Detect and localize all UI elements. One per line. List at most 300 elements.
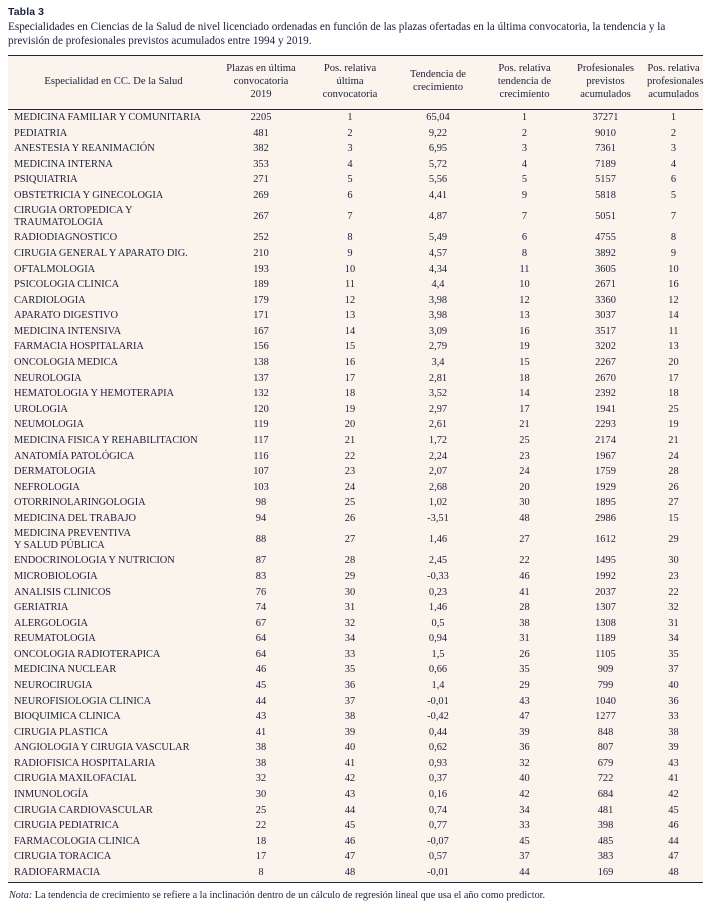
- cell-pos-profesionales: 24: [668, 450, 679, 462]
- column-header-especialidad: [8, 56, 216, 110]
- cell-specialty-name: CIRUGIA PLASTICA: [14, 726, 109, 738]
- table-row: [8, 787, 703, 803]
- cell-tendencia: 0,62: [428, 742, 448, 754]
- cell-profesionales: 485: [597, 835, 614, 847]
- cell-specialty-name: ANGIOLOGIA Y CIRUGIA VASCULAR: [14, 742, 190, 754]
- cell-pos-plazas: 43: [344, 789, 356, 801]
- cell-pos-tendencia: 20: [519, 481, 530, 493]
- cell-profesionales: 684: [597, 789, 614, 801]
- cell-tendencia: -0,42: [427, 711, 449, 723]
- cell-pos-plazas: 5: [347, 174, 353, 186]
- cell-pos-profesionales: 47: [668, 851, 679, 863]
- cell-pos-plazas: 23: [344, 466, 356, 478]
- cell-pos-plazas: 16: [344, 357, 356, 369]
- cell-pos-tendencia: 5: [521, 174, 528, 186]
- cell-plazas: 119: [253, 419, 269, 431]
- table-row: [8, 865, 703, 883]
- cell-specialty-name: CIRUGIA GENERAL Y APARATO DIG.: [14, 247, 188, 259]
- cell-profesionales: 1941: [595, 403, 616, 415]
- table-row: [8, 126, 703, 142]
- cell-profesionales: 7189: [595, 158, 616, 170]
- cell-pos-profesionales: 9: [670, 247, 677, 259]
- cell-tendencia: 2,79: [428, 341, 448, 353]
- cell-pos-tendencia: 15: [519, 357, 530, 369]
- cell-pos-profesionales: 42: [668, 789, 679, 801]
- table-row: [8, 340, 703, 356]
- cell-pos-plazas: 34: [344, 633, 356, 645]
- cell-tendencia: 4,87: [428, 211, 448, 223]
- cell-profesionales: 1992: [595, 570, 616, 582]
- cell-specialty-name: [8, 204, 216, 231]
- cell-profesionales: 722: [597, 773, 614, 785]
- cell-plazas: 179: [253, 294, 269, 306]
- column-header-line: acumulados: [648, 88, 699, 100]
- cell-pos-tendencia: 30: [519, 497, 530, 509]
- cell-pos-profesionales: 40: [668, 679, 679, 691]
- cell-pos-plazas: 28: [344, 555, 356, 567]
- cell-specialty-name: NEUMOLOGIA: [14, 419, 84, 431]
- table-row: [8, 278, 703, 294]
- cell-pos-plazas: 12: [344, 294, 356, 306]
- cell-pos-plazas: 42: [344, 773, 356, 785]
- cell-profesionales: 1105: [595, 648, 616, 660]
- cell-profesionales: 1895: [595, 497, 616, 509]
- cell-pos-plazas: 44: [344, 804, 356, 816]
- cell-specialty-name: FARMACOLOGIA CLINICA: [14, 835, 141, 847]
- cell-pos-profesionales: 27: [668, 497, 679, 509]
- cell-profesionales: 1612: [595, 534, 616, 546]
- table-row: [8, 772, 703, 788]
- cell-plazas: 22: [255, 820, 267, 832]
- table-row: [8, 585, 703, 601]
- cell-pos-plazas: 11: [344, 279, 355, 291]
- cell-specialty-name: INMUNOLOGÍA: [14, 789, 89, 801]
- cell-tendencia: 1,5: [431, 648, 445, 660]
- cell-pos-tendencia: 41: [519, 586, 530, 598]
- table-row: [8, 819, 703, 835]
- cell-pos-plazas: 32: [344, 617, 356, 629]
- cell-pos-plazas: 8: [347, 232, 353, 244]
- column-header-line: previstos acumulados: [580, 75, 631, 100]
- cell-specialty-name: RADIOFARMACIA: [8, 865, 216, 883]
- table-caption: [8, 6, 703, 49]
- cell-tendencia: 0,57: [428, 851, 448, 863]
- cell-specialty-line: Y SALUD PÚBLICA: [14, 540, 105, 552]
- cell-tendencia: 2,68: [428, 481, 448, 493]
- column-header-line: convocatoria: [322, 88, 378, 100]
- cell-pos-profesionales: 6: [670, 174, 677, 186]
- cell-profesionales: 2392: [595, 388, 616, 400]
- cell-tendencia: 9,22: [428, 127, 448, 139]
- cell-specialty-name: PSICOLOGIA CLINICA: [14, 279, 120, 291]
- table-caption-text: Especialidades en Ciencias de la Salud de nivel licenciado ordenadas en función de las plazas ofertadas en la última convocatoria, la tendencia y la previsión de profesionales previstos acumulados entre 1994 y 2019.: [8, 21, 666, 48]
- cell-pos-plazas: 26: [344, 512, 356, 524]
- cell-plazas: 46: [255, 664, 267, 676]
- cell-tendencia: 4,4: [431, 279, 445, 291]
- cell-profesionales: 848: [597, 726, 614, 738]
- cell-pos-profesionales: 3: [670, 143, 677, 155]
- cell-pos-profesionales: 17: [668, 372, 679, 384]
- cell-pos-plazas: 37: [344, 695, 356, 707]
- cell-profesionales: 169: [567, 865, 644, 883]
- cell-profesionales: 3037: [595, 310, 616, 322]
- cell-specialty-name: MEDICINA INTENSIVA: [14, 325, 122, 337]
- cell-pos-plazas: 6: [347, 189, 353, 201]
- cell-tendencia: 65,04: [426, 111, 450, 123]
- cell-profesionales: 679: [597, 757, 614, 769]
- cell-pos-tendencia: 10: [519, 279, 530, 291]
- cell-specialty-name: HEMATOLOGIA Y HEMOTERAPIA: [14, 388, 174, 400]
- cell-specialty-name: OBSTETRICIA Y GINECOLOGIA: [14, 189, 164, 201]
- cell-profesionales: 481: [597, 804, 614, 816]
- table-row: [8, 554, 703, 570]
- cell-pos-plazas: 17: [344, 372, 356, 384]
- cell-pos-plazas: 35: [344, 664, 356, 676]
- column-header-line: Pos. relativa: [323, 62, 377, 74]
- cell-specialty-name: ONCOLOGIA RADIOTERAPICA: [14, 648, 161, 660]
- cell-specialty-name: RADIODIAGNOSTICO: [14, 232, 118, 244]
- table-row: [8, 663, 703, 679]
- table-row: [8, 309, 703, 325]
- cell-pos-profesionales: 31: [668, 617, 679, 629]
- cell-pos-tendencia: 39: [519, 726, 530, 738]
- cell-specialty-name: OFTALMOLOGIA: [14, 263, 96, 275]
- cell-profesionales: 9010: [595, 127, 616, 139]
- cell-profesionales: 1040: [595, 695, 616, 707]
- cell-pos-plazas: 40: [344, 742, 356, 754]
- cell-plazas: 44: [255, 695, 267, 707]
- cell-pos-profesionales: 1: [670, 111, 677, 123]
- cell-pos-tendencia: 44: [482, 865, 567, 883]
- cell-tendencia: 2,97: [428, 403, 448, 415]
- cell-plazas: 189: [253, 279, 269, 291]
- cell-specialty-name: BIOQUIMICA CLINICA: [14, 711, 121, 723]
- cell-pos-plazas: 21: [344, 434, 356, 446]
- cell-plazas: 120: [253, 403, 269, 415]
- cell-profesionales: 2986: [595, 512, 616, 524]
- cell-profesionales: 3605: [595, 263, 616, 275]
- column-header-plazas: [216, 56, 306, 110]
- cell-tendencia: 3,52: [428, 388, 448, 400]
- cell-pos-tendencia: 47: [519, 711, 530, 723]
- table-row: [8, 293, 703, 309]
- cell-pos-plazas: 24: [344, 481, 356, 493]
- cell-tendencia: 1,02: [428, 497, 448, 509]
- cell-plazas: 252: [253, 232, 269, 244]
- cell-pos-tendencia: 21: [519, 419, 530, 431]
- cell-specialty-line: MEDICINA PREVENTIVA: [14, 527, 131, 539]
- cell-pos-profesionales: 12: [668, 294, 679, 306]
- cell-plazas: 171: [253, 310, 269, 322]
- cell-profesionales: 1307: [595, 602, 616, 614]
- cell-tendencia: 3,4: [431, 357, 445, 369]
- cell-pos-tendencia: 1: [521, 111, 528, 123]
- cell-plazas: 271: [253, 174, 269, 186]
- cell-specialty-name: GERIATRIA: [14, 602, 69, 614]
- cell-plazas: 137: [253, 372, 269, 384]
- cell-pos-tendencia: 18: [519, 372, 530, 384]
- cell-pos-profesionales: 32: [668, 602, 679, 614]
- cell-tendencia: 0,66: [428, 664, 448, 676]
- cell-plazas: 269: [253, 189, 269, 201]
- cell-plazas: 64: [255, 633, 267, 645]
- cell-pos-profesionales: 26: [668, 481, 679, 493]
- column-header-pos-plazas: [306, 56, 394, 110]
- cell-specialty-name: MEDICINA DEL TRABAJO: [14, 512, 136, 524]
- cell-plazas: 18: [255, 835, 267, 847]
- table-body: [8, 110, 703, 883]
- cell-profesionales: 1189: [595, 633, 616, 645]
- cell-plazas: 193: [253, 263, 269, 275]
- cell-pos-profesionales: 5: [670, 189, 677, 201]
- cell-profesionales: 383: [597, 851, 614, 863]
- cell-plazas: 38: [255, 742, 267, 754]
- cell-profesionales: 2267: [595, 357, 616, 369]
- cell-specialty-name: CIRUGIA PEDIATRICA: [14, 820, 120, 832]
- cell-pos-plazas: 22: [344, 450, 356, 462]
- cell-plazas: 74: [255, 602, 267, 614]
- cell-pos-profesionales: 37: [668, 664, 679, 676]
- cell-plazas: 210: [253, 247, 269, 259]
- cell-profesionales: 3892: [595, 247, 616, 259]
- cell-plazas: 116: [253, 450, 269, 462]
- cell-plazas: 30: [255, 789, 267, 801]
- cell-tendencia: -0,33: [427, 570, 449, 582]
- cell-tendencia: 0,16: [428, 789, 448, 801]
- cell-pos-tendencia: 43: [519, 695, 530, 707]
- cell-pos-plazas: 18: [344, 388, 356, 400]
- table-row: [8, 157, 703, 173]
- table-row: [8, 601, 703, 617]
- table-row: [8, 694, 703, 710]
- cell-plazas: 132: [253, 388, 269, 400]
- cell-pos-plazas: 48: [306, 865, 394, 883]
- cell-plazas: 32: [255, 773, 267, 785]
- cell-pos-tendencia: 36: [519, 742, 530, 754]
- cell-pos-tendencia: 31: [519, 633, 530, 645]
- cell-pos-tendencia: 25: [519, 434, 530, 446]
- cell-pos-profesionales: 35: [668, 648, 679, 660]
- cell-tendencia: 0,94: [428, 633, 448, 645]
- cell-tendencia: 2,24: [428, 450, 448, 462]
- cell-pos-tendencia: 2: [521, 127, 528, 139]
- cell-specialty-name: ALERGOLOGIA: [14, 617, 88, 629]
- cell-pos-plazas: 20: [344, 419, 356, 431]
- cell-plazas: 156: [253, 341, 269, 353]
- cell-pos-profesionales: 23: [668, 570, 679, 582]
- cell-profesionales: 909: [597, 664, 614, 676]
- cell-pos-plazas: 2: [347, 127, 353, 139]
- note-text: La tendencia de crecimiento se refiere a la inclinación dentro de un cálculo de regresión lineal que usa el año como predictor.: [34, 890, 546, 902]
- cell-pos-plazas: 41: [344, 757, 356, 769]
- table-row: [8, 173, 703, 189]
- table-row: [8, 142, 703, 158]
- cell-tendencia: 1,4: [431, 679, 445, 691]
- cell-tendencia: 5,56: [428, 174, 448, 186]
- cell-profesionales: 2671: [595, 279, 616, 291]
- column-header-line: última: [336, 75, 364, 87]
- cell-pos-plazas: 15: [344, 341, 356, 353]
- table-row: [8, 387, 703, 403]
- cell-pos-profesionales: 38: [668, 726, 679, 738]
- table-row: [8, 324, 703, 340]
- table-row: [8, 834, 703, 850]
- cell-tendencia: -3,51: [427, 512, 449, 524]
- cell-pos-plazas: 31: [344, 602, 356, 614]
- cell-profesionales: 7361: [595, 143, 616, 155]
- cell-specialty-name: ANATOMÍA PATOLÓGICA: [14, 450, 135, 462]
- cell-tendencia: 1,46: [428, 602, 448, 614]
- cell-pos-profesionales: 34: [668, 633, 679, 645]
- cell-plazas: 87: [255, 555, 267, 567]
- column-header-line: crecimiento: [499, 88, 550, 100]
- cell-pos-tendencia: 29: [519, 679, 530, 691]
- cell-profesionales: 1929: [595, 481, 616, 493]
- cell-pos-profesionales: 44: [668, 835, 679, 847]
- cell-plazas: 94: [255, 512, 267, 524]
- column-header-profesionales: [567, 56, 644, 110]
- cell-pos-profesionales: 30: [668, 555, 679, 567]
- cell-tendencia: 0,44: [428, 726, 448, 738]
- cell-pos-plazas: 30: [344, 586, 356, 598]
- cell-plazas: 45: [255, 679, 267, 691]
- cell-tendencia: 0,93: [428, 757, 448, 769]
- cell-specialty-name: PSIQUIATRIA: [14, 174, 78, 186]
- cell-pos-tendencia: 6: [521, 232, 528, 244]
- cell-tendencia: 3,98: [428, 294, 448, 306]
- column-header-pos-profesionales: [644, 56, 703, 110]
- cell-tendencia: -0,07: [427, 835, 449, 847]
- cell-plazas: 107: [253, 466, 269, 478]
- cell-tendencia: 2,45: [428, 555, 448, 567]
- cell-profesionales: 4755: [595, 232, 616, 244]
- cell-pos-tendencia: 37: [519, 851, 530, 863]
- table-row: [8, 850, 703, 866]
- cell-pos-tendencia: 19: [519, 341, 530, 353]
- cell-specialty-name: NEFROLOGIA: [14, 481, 80, 493]
- cell-pos-tendencia: 4: [521, 158, 528, 170]
- cell-pos-plazas: 47: [344, 851, 356, 863]
- cell-specialty-name: OTORRINOLARINGOLOGIA: [14, 497, 146, 509]
- note-prefix: Nota:: [9, 890, 33, 902]
- cell-plazas: 67: [255, 617, 267, 629]
- cell-specialty-name: [8, 527, 216, 554]
- cell-profesionales: 807: [597, 742, 614, 754]
- cell-tendencia: -0,01: [394, 865, 482, 883]
- cell-tendencia: 4,41: [428, 189, 448, 201]
- cell-specialty-line: TRAUMATOLOGIA: [14, 217, 104, 229]
- table-row: [8, 110, 703, 126]
- table-row: [8, 725, 703, 741]
- cell-pos-plazas: 38: [344, 711, 356, 723]
- cell-pos-plazas: 9: [347, 247, 353, 259]
- cell-pos-tendencia: 45: [519, 835, 530, 847]
- table-number-label: Tabla 3: [8, 6, 45, 18]
- cell-pos-tendencia: 46: [519, 570, 530, 582]
- cell-plazas: 98: [255, 497, 267, 509]
- cell-pos-tendencia: 35: [519, 664, 530, 676]
- cell-plazas: 117: [253, 434, 269, 446]
- cell-pos-plazas: 19: [344, 403, 356, 415]
- cell-specialty-name: UROLOGIA: [14, 403, 68, 415]
- cell-plazas: 8: [216, 865, 306, 883]
- cell-tendencia: 0,74: [428, 804, 448, 816]
- cell-plazas: 267: [253, 211, 269, 223]
- column-header-line: Pos. relativa: [647, 62, 700, 74]
- table-container: [8, 55, 703, 884]
- cell-pos-tendencia: 23: [519, 450, 530, 462]
- cell-plazas: 43: [255, 711, 267, 723]
- column-header-line: crecimiento: [413, 82, 463, 94]
- cell-pos-tendencia: 24: [519, 466, 530, 478]
- cell-plazas: 2205: [250, 111, 272, 123]
- cell-specialty-name: CIRUGIA TORACICA: [14, 851, 112, 863]
- cell-specialty-name: FARMACIA HOSPITALARIA: [14, 341, 144, 353]
- cell-plazas: 38: [255, 757, 267, 769]
- cell-pos-tendencia: 26: [519, 648, 530, 660]
- column-header-tendencia: [394, 56, 482, 110]
- cell-pos-profesionales: 43: [668, 757, 679, 769]
- table-row: [8, 355, 703, 371]
- cell-pos-tendencia: 38: [519, 617, 530, 629]
- table-row: [8, 188, 703, 204]
- cell-specialty-name: DERMATOLOGIA: [14, 466, 96, 478]
- column-header-line: Profesionales: [576, 62, 635, 74]
- cell-plazas: 88: [255, 534, 267, 546]
- cell-pos-profesionales: 25: [668, 403, 679, 415]
- cell-tendencia: 4,34: [428, 263, 448, 275]
- cell-pos-tendencia: 33: [519, 820, 530, 832]
- table-note: [8, 883, 703, 902]
- cell-specialty-name: ENDOCRINOLOGIA Y NUTRICION: [14, 555, 175, 567]
- table-row: [8, 803, 703, 819]
- column-header-line: profesionales: [647, 75, 704, 87]
- cell-specialty-name: NEUROFISIOLOGIA CLINICA: [14, 695, 152, 707]
- cell-pos-plazas: 3: [347, 143, 353, 155]
- cell-pos-plazas: 1: [347, 111, 353, 123]
- cell-specialty-name: MEDICINA NUCLEAR: [14, 664, 117, 676]
- cell-pos-profesionales: 21: [668, 434, 679, 446]
- cell-pos-tendencia: 17: [519, 403, 530, 415]
- cell-specialty-name: CARDIOLOGIA: [14, 294, 86, 306]
- table-row: [8, 433, 703, 449]
- cell-pos-profesionales: 10: [668, 263, 679, 275]
- table-row: [8, 756, 703, 772]
- cell-pos-profesionales: 14: [668, 310, 679, 322]
- table-row: [8, 231, 703, 247]
- table-row: [8, 741, 703, 757]
- cell-profesionales: 799: [597, 679, 614, 691]
- cell-pos-plazas: 10: [344, 263, 356, 275]
- cell-tendencia: 5,72: [428, 158, 448, 170]
- cell-specialty-name: ONCOLOGIA MEDICA: [14, 357, 118, 369]
- table-row: [8, 480, 703, 496]
- table-row: [8, 246, 703, 262]
- cell-plazas: 138: [253, 357, 269, 369]
- cell-pos-tendencia: 14: [519, 388, 530, 400]
- cell-plazas: 167: [253, 325, 269, 337]
- column-header-line: Plazas en última: [226, 62, 296, 74]
- cell-tendencia: 2,81: [428, 372, 448, 384]
- column-header-line: convocatoria: [233, 75, 289, 87]
- cell-plazas: 64: [255, 648, 267, 660]
- table-row: [8, 262, 703, 278]
- cell-tendencia: 3,09: [428, 325, 448, 337]
- cell-tendencia: 5,49: [428, 232, 448, 244]
- cell-pos-profesionales: 16: [668, 279, 679, 291]
- cell-specialty-name: ANESTESIA Y REANIMACIÓN: [14, 143, 155, 155]
- table-header-row: [8, 56, 703, 110]
